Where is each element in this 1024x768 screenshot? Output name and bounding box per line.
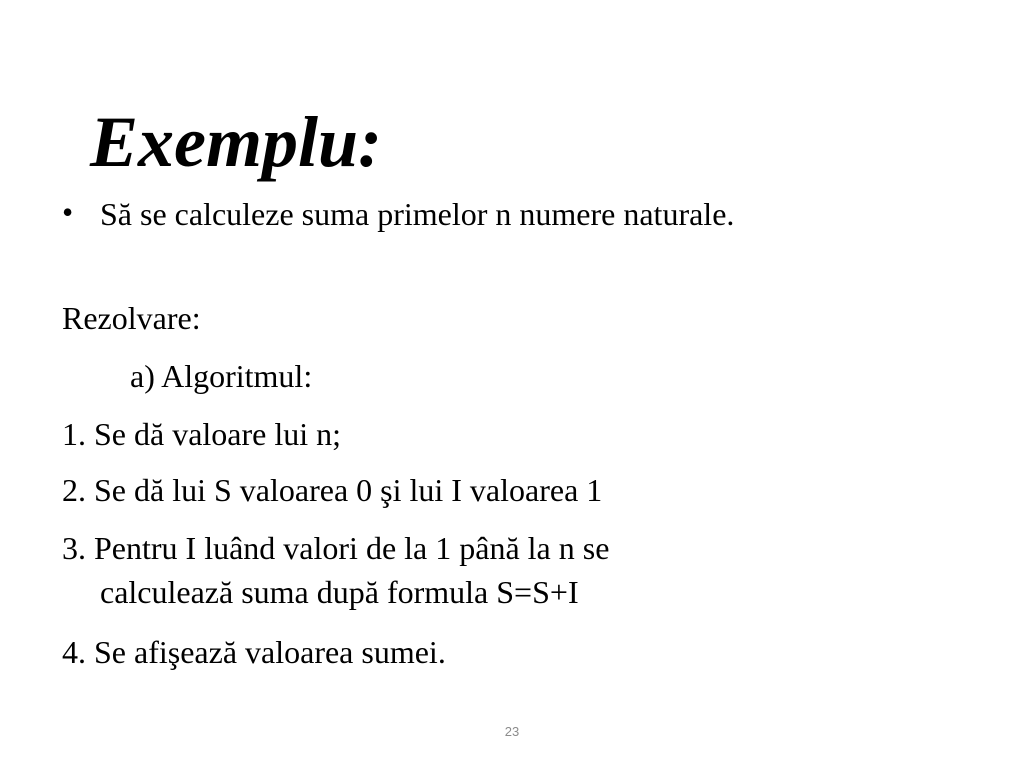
step-1 (62, 412, 341, 456)
step-2-text: 2. Se dă lui S valoarea 0 şi lui I valoarea 1 (62, 472, 603, 508)
bullet-item (62, 190, 782, 238)
step-4-text: 4. Se afişează valoarea sumei. (62, 634, 446, 670)
step-1-text: 1. Se dă valoare lui n; (62, 416, 342, 452)
algoritm-label: a) Algoritmul: (130, 358, 313, 394)
slide-title: Exemplu: (90, 102, 383, 182)
step-2 (62, 468, 602, 512)
bullet-text: Să se calculeze suma primelor n numere naturale. (100, 196, 735, 232)
step-3 (62, 526, 782, 614)
bullet-dot-icon: • (62, 194, 74, 230)
step-3-text-line2: calculează suma după formula S=S+I (100, 574, 579, 610)
page-number: 23 (504, 724, 520, 739)
step-4 (62, 630, 446, 674)
rezolvare-label: Rezolvare: (62, 300, 201, 336)
step-3-text-line1: 3. Pentru I luând valori de la 1 până la n se (62, 530, 610, 566)
